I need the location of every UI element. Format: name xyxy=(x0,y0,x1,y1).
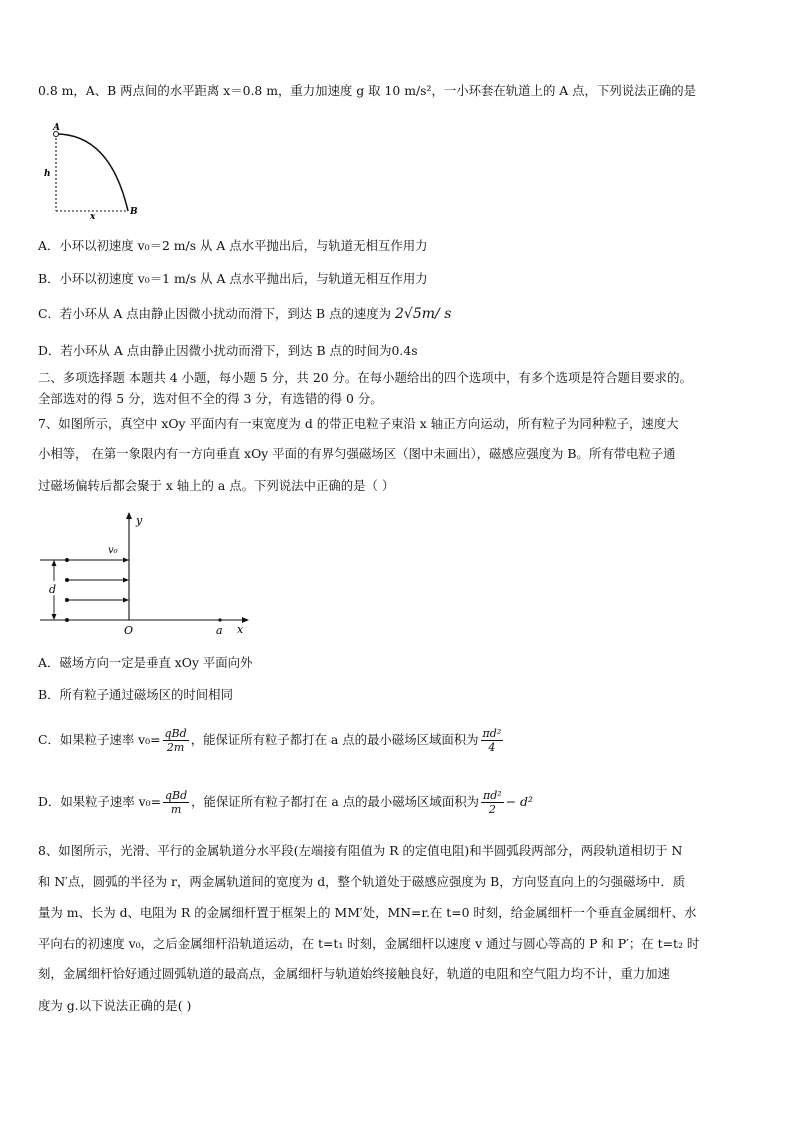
q7-label-x: x xyxy=(237,623,244,636)
q6-label-B: B xyxy=(130,207,138,217)
q7-stem-line1: 7、如图所示，真空中 xOy 平面内有一束宽度为 d 的带正电粒子束沿 x 轴正方向运动，所有粒子为同种粒子，速度大 xyxy=(38,416,679,431)
q7-label-d: d xyxy=(49,583,57,596)
q7-option-c-mid: ，能保证所有粒子都打在 a 点的最小磁场区域面积为 xyxy=(190,732,479,747)
q7-option-b: B．所有粒子通过磁场区的时间相同 xyxy=(38,687,233,702)
q7-point-a xyxy=(218,618,221,621)
q6-label-A: A xyxy=(53,123,60,133)
q7-option-c-pre: C．如果粒子速率 v₀= xyxy=(38,732,161,747)
q8-stem-line1: 8、如图所示，光滑、平行的金属轨道分水平段(左端接有阻值为 R 的定值电阻)和半圆弧段两部分，两段轨道相切于 N xyxy=(38,843,683,858)
q6-option-d: D．若小环从 A 点由静止因微小扰动而滑下，到达 B 点的时间为0.4s xyxy=(38,343,418,358)
section2-header-line1: 二、多项选择题 本题共 4 小题，每小题 5 分，共 20 分。在每小题给出的四个选项中，有多个选项是符合题目要求的。 xyxy=(38,370,692,385)
q8-stem-line2: 和 N′点，圆弧的半径为 r，两金属轨道间的宽度为 d，整个轨道处于磁感应强度为 B，方向竖直向上的匀强磁场中．质 xyxy=(38,874,686,889)
q7-stem-line3: 过磁场偏转后都会聚于 x 轴上的 a 点。下列说法中正确的是（ ） xyxy=(38,478,395,493)
q6-option-c-text: C．若小环从 A 点由静止因微小扰动而滑下，到达 B 点的速度为 xyxy=(38,306,392,321)
q6-option-a: A．小环以初速度 v₀＝2 m/s 从 A 点水平抛出后，与轨道无相互作用力 xyxy=(38,238,428,253)
q7-option-c-speed-fraction: $\frac{\text{qBd}}{2m}$ xyxy=(164,727,187,754)
q7-label-v0: v₀ xyxy=(108,545,118,556)
q7-option-d-mid: ，能保证所有粒子都打在 a 点的最小磁场区域面积为 xyxy=(191,794,479,809)
q8-stem-line6: 度为 g.以下说法正确的是( ) xyxy=(38,998,192,1013)
q7-option-d-pre: D．如果粒子速率 v₀= xyxy=(38,794,161,809)
q7-label-O: O xyxy=(124,624,134,637)
q7-stem-line2: 小相等， 在第一象限内有一方向垂直 xOy 平面的有界匀强磁场区（图中未画出），磁感应强度为 B。所有带电粒子通 xyxy=(38,446,676,461)
q7-option-a: A．磁场方向一定是垂直 xOy 平面向外 xyxy=(38,655,253,670)
q6-track-curve xyxy=(56,134,128,211)
q7-option-c-area-fraction: $\frac{\text{πd²}}{4}$ xyxy=(482,727,502,754)
q7-label-y: y xyxy=(136,514,143,527)
q6-option-c-value: 2√5m/ s xyxy=(395,306,452,322)
q8-stem-line3: 量为 m、长为 d、电阻为 R 的金属细杆置于框架上的 MM′处，MN=r.在 t=0 时刻，给金属细杆一个垂直金属细杆、水 xyxy=(38,905,697,920)
q6-label-h: h xyxy=(44,169,51,179)
q6-label-x: x xyxy=(90,212,96,220)
q7-option-d-area-fraction: $\frac{\text{πd²}}{2}$ xyxy=(483,789,502,816)
q7-option-d-speed-fraction: $\frac{\text{qBd}}{m}$ xyxy=(164,789,188,816)
q7-y-arrow-icon xyxy=(126,512,132,519)
q6-intro: 0.8 m，A、B 两点间的水平距离 x＝0.8 m，重力加速度 g 取 10 m/s²，一小环套在轨道上的 A 点，下列说法正确的是 xyxy=(38,83,697,98)
q7-option-d-tail: − d² xyxy=(505,794,533,809)
q7-label-a: a xyxy=(216,624,223,637)
section2-header-line2: 全部选对的得 5 分，选对但不全的得 3 分，有选错的得 0 分。 xyxy=(38,391,383,406)
q8-stem-line4: 平向右的初速度 v₀，之后金属细杆沿轨道运动，在 t=t₁ 时刻，金属细杆以速度 v 通过与圆心等高的 P 和 P′；在 t=t₂ 时 xyxy=(38,936,700,951)
q6-figure-track xyxy=(40,120,145,220)
q8-stem-line5: 刻，金属细杆恰好通过圆弧轨道的最高点，金属细杆与轨道始终接触良好，轨道的电阻和空气阻力均不计，重力加速 xyxy=(38,966,670,981)
q7-figure-beam xyxy=(40,510,255,640)
q6-option-c xyxy=(38,306,758,322)
q7-option-c xyxy=(38,723,758,757)
q6-option-b: B．小环以初速度 v₀＝1 m/s 从 A 点水平抛出后，与轨道无相互作用力 xyxy=(38,271,428,286)
q7-option-d xyxy=(38,785,758,819)
